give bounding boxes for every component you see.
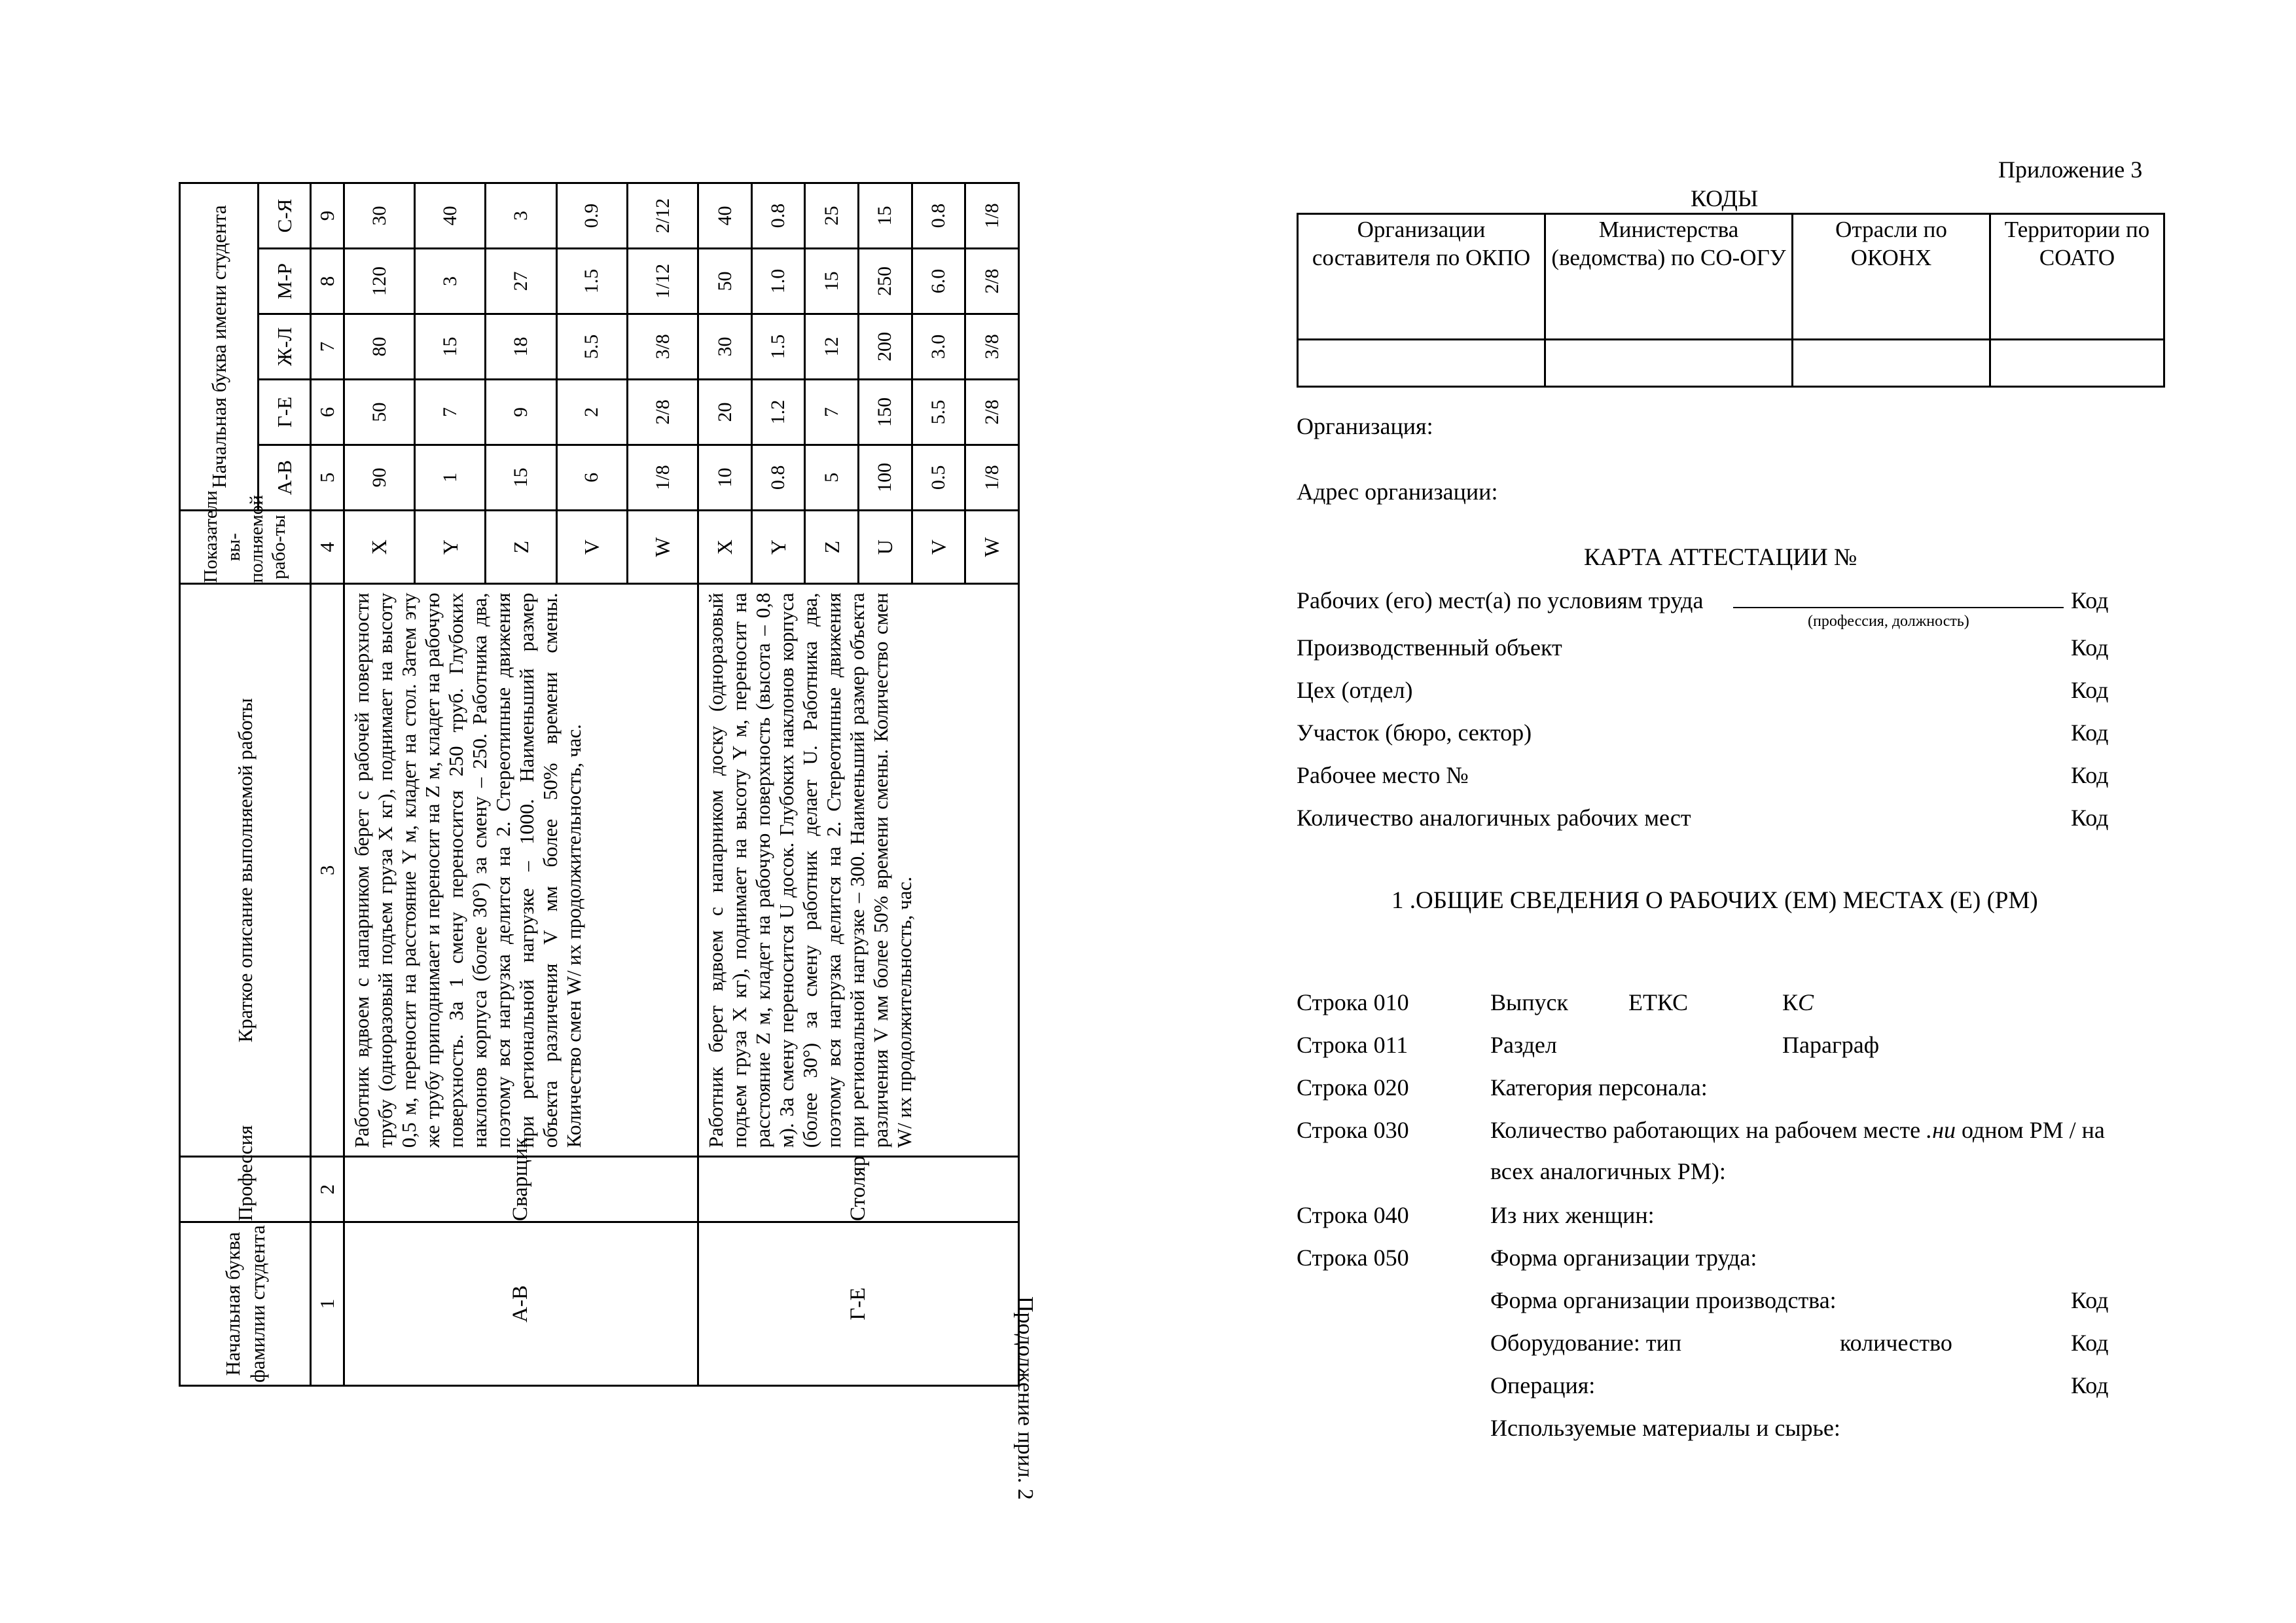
value-cell: 80 <box>344 314 415 379</box>
indicator-code: W <box>965 510 1019 583</box>
value-cell: 200 <box>859 314 912 379</box>
row-010-ks <box>1782 989 1814 1016</box>
profession-hint: (профессия, должность) <box>1808 613 1969 630</box>
value-cell: 120 <box>344 249 415 314</box>
header-profession: Профессия <box>180 1157 311 1222</box>
codes-title: КОДЫ <box>1691 185 1759 211</box>
row-010-ks-k: К <box>1782 989 1799 1015</box>
value-cell: 5 <box>805 445 859 510</box>
row-010-label: Строка 010 <box>1297 989 1409 1015</box>
profession-cell: Сварщик <box>344 1157 698 1222</box>
description-cell: Работник берет вдвоем с напарником доску (одноразовый подъем груза X кг), поднимает на высоту Y м, переносит на расстояние Z м, кладет на рабочую поверхность (высота – 0,8 м). За смену переносится U досок. Глубоких наклонов корпуса (более 30°) за смену работник делает U. Работника два, поэтому вся нагрузка делится на 2. Стереотипные движения при региональной нагрузке – 300. Наименьший размер объекта различения V мм более 50% времени смены. Количество смен W/ их продолжительность, час. <box>698 584 1019 1157</box>
row-010-ks-s: С <box>1798 989 1814 1015</box>
header-initial-name: Начальная буква имени студента <box>180 183 259 511</box>
column-number: 1 <box>311 1222 344 1386</box>
column-number: 6 <box>311 379 344 445</box>
value-cell: 25 <box>805 183 859 249</box>
column-number: 8 <box>311 249 344 314</box>
value-cell: 250 <box>859 249 912 314</box>
value-cell: 1/8 <box>965 445 1019 510</box>
rotated-table-wrapper <box>179 182 1020 1387</box>
row-011-paragraph: Параграф <box>1782 1032 1880 1058</box>
value-cell: 6.0 <box>912 249 965 314</box>
header-initial-surname: Начальная буква фамилии студента <box>180 1222 311 1386</box>
value-cell: 3/8 <box>965 314 1019 379</box>
value-cell: 10 <box>698 445 752 510</box>
value-cell: 2/8 <box>965 249 1019 314</box>
header-description: Краткое описание выполняемой работы <box>180 584 311 1157</box>
value-cell: 7 <box>415 379 486 445</box>
name-group: А-В <box>259 445 311 510</box>
table-row <box>698 183 752 1386</box>
column-number: 9 <box>311 183 344 249</box>
value-cell: 2/12 <box>627 183 698 249</box>
equipment-type: Оборудование: тип <box>1490 1330 1682 1356</box>
value-cell: 0.8 <box>751 183 805 249</box>
value-cell: 18 <box>486 314 556 379</box>
value-cell: 1.5 <box>751 314 805 379</box>
codes-value-cell[interactable] <box>1793 340 1990 387</box>
row-050-text: Форма организации труда: <box>1490 1245 1757 1271</box>
value-cell: 0.8 <box>751 445 805 510</box>
codes-column-soato: Территории по СОАТО <box>1990 214 2164 340</box>
value-cell: 2 <box>556 379 627 445</box>
value-cell: 15 <box>415 314 486 379</box>
value-cell: 40 <box>415 183 486 249</box>
row-010-etks: ЕТКС <box>1628 989 1689 1015</box>
field-similar-workplaces: Количество аналогичных рабочих мест <box>1297 805 1691 831</box>
indicator-code: X <box>344 510 415 583</box>
kod-label: Код <box>2071 634 2109 661</box>
organization-label: Организация: <box>1297 413 1433 439</box>
operation: Операция: <box>1490 1372 1596 1398</box>
row-030-text-a: Количество работающих на рабочем месте <box>1490 1117 1927 1143</box>
value-cell: 100 <box>859 445 912 510</box>
continuation-label: Продолжение прил. 2 <box>1013 1296 1037 1500</box>
production-form: Форма организации производства: <box>1490 1287 1837 1313</box>
value-cell: 6 <box>556 445 627 510</box>
name-group: С-Я <box>259 183 311 249</box>
indicator-code: Y <box>415 510 486 583</box>
value-cell: 1/8 <box>965 183 1019 249</box>
codes-column-okpo: Организации составителя по ОКПО <box>1298 214 1545 340</box>
field-department: Цех (отдел) <box>1297 677 1413 703</box>
value-cell: 12 <box>805 314 859 379</box>
indicator-code: Z <box>486 510 556 583</box>
row-050-label: Строка 050 <box>1297 1245 1409 1271</box>
value-cell: 3 <box>486 183 556 249</box>
description-cell: Работник вдвоем с напарником берет с рабочей поверхности трубу (одноразовый подъем груза X кг), поднимает на высоту 0,5 м, переносит на расстояние Y м, кладет на стол. Затем эту же трубу приподнимает и переносит на Z м, кладет на рабочую поверхность. За 1 смену переносится 250 труб. Глубоких наклонов корпуса (более 30°) за смену – 250. Работника два, поэтому вся нагрузка делится на 2. Стереотипные движения при региональной нагрузке – 1000. Наименьший размер объекта различения V мм более 50% времени смены. Количество смен W/ их продолжительность, час. <box>344 584 698 1157</box>
row-010-issue: Выпуск <box>1490 989 1568 1015</box>
value-cell: 3/8 <box>627 314 698 379</box>
row-020-text: Категория персонала: <box>1490 1074 1708 1101</box>
indicator-code: V <box>912 510 965 583</box>
row-040-label: Строка 040 <box>1297 1202 1409 1228</box>
appendix-label: Приложение 3 <box>1998 156 2143 183</box>
kod-label: Код <box>2071 1287 2109 1313</box>
column-number: 4 <box>311 510 344 583</box>
name-group: Г-Е <box>259 379 311 445</box>
value-cell: 3.0 <box>912 314 965 379</box>
row-030-text-b: одном РМ / на <box>1955 1117 2105 1143</box>
kod-label: Код <box>2071 762 2109 788</box>
value-cell: 90 <box>344 445 415 510</box>
indicator-code: Z <box>805 510 859 583</box>
indicator-code: V <box>556 510 627 583</box>
indicator-code: W <box>627 510 698 583</box>
row-030-text <box>1490 1116 2105 1144</box>
value-cell: 15 <box>805 249 859 314</box>
value-cell: 50 <box>344 379 415 445</box>
value-cell: 0.5 <box>912 445 965 510</box>
kod-label: Код <box>2071 677 2109 703</box>
work-description-table <box>179 182 1020 1387</box>
value-cell: 50 <box>698 249 752 314</box>
indicator-code: Y <box>751 510 805 583</box>
value-cell: 1.5 <box>556 249 627 314</box>
value-cell: 0.8 <box>912 183 965 249</box>
row-030-text-it: .ни <box>1926 1117 1956 1143</box>
name-group: М-Р <box>259 249 311 314</box>
field-section: Участок (бюро, сектор) <box>1297 720 1532 746</box>
value-cell: 15 <box>486 445 556 510</box>
indicator-code: X <box>698 510 752 583</box>
codes-value-cell[interactable] <box>1545 340 1793 387</box>
column-number: 2 <box>311 1157 344 1222</box>
row-040-text: Из них женщин: <box>1490 1202 1655 1228</box>
value-cell: 2/8 <box>627 379 698 445</box>
workplaces-line: Рабочих (его) мест(а) по условиям труда <box>1297 587 1704 613</box>
codes-column-okonh: Отрасли по ОКОНХ <box>1793 214 1990 340</box>
value-cell: 1 <box>415 445 486 510</box>
indicator-code: U <box>859 510 912 583</box>
surname-group: А-В <box>344 1222 698 1386</box>
row-020-label: Строка 020 <box>1297 1074 1409 1101</box>
value-cell: 30 <box>344 183 415 249</box>
value-cell: 1.2 <box>751 379 805 445</box>
surname-group: Г-Е <box>698 1222 1019 1386</box>
codes-table <box>1297 213 2165 388</box>
column-number: 7 <box>311 314 344 379</box>
value-cell: 20 <box>698 379 752 445</box>
section-1-title: 1 .ОБЩИЕ СВЕДЕНИЯ О РАБОЧИХ (ЕМ) МЕСТАХ (Е) (РМ) <box>1391 887 2038 914</box>
row-011-section: Раздел <box>1490 1032 1557 1058</box>
card-title: КАРТА АТТЕСТАЦИИ № <box>1584 544 1857 571</box>
materials: Используемые материалы и сырье: <box>1490 1415 1840 1441</box>
value-cell: 1.0 <box>751 249 805 314</box>
field-production-object: Производственный объект <box>1297 634 1562 661</box>
value-cell: 5.5 <box>912 379 965 445</box>
profession-underline[interactable] <box>1733 607 2064 608</box>
kod-label: Код <box>2071 805 2109 831</box>
value-cell: 15 <box>859 183 912 249</box>
value-cell: 5.5 <box>556 314 627 379</box>
name-group: Ж-Л <box>259 314 311 379</box>
kod-label: Код <box>2071 720 2109 746</box>
value-cell: 1/12 <box>627 249 698 314</box>
row-011-label: Строка 011 <box>1297 1032 1408 1058</box>
table-row <box>344 183 415 1386</box>
profession-cell: Столяр <box>698 1157 1019 1222</box>
header-indicators: Показатели вы-полняемой рабо-ты <box>180 510 311 583</box>
codes-value-cell[interactable] <box>1990 340 2164 387</box>
value-cell: 40 <box>698 183 752 249</box>
value-cell: 2/8 <box>965 379 1019 445</box>
address-label: Адрес организации: <box>1297 479 1498 505</box>
value-cell: 150 <box>859 379 912 445</box>
column-number: 5 <box>311 445 344 510</box>
value-cell: 0.9 <box>556 183 627 249</box>
codes-value-cell[interactable] <box>1298 340 1545 387</box>
value-cell: 1/8 <box>627 445 698 510</box>
kod-label: Код <box>2071 1330 2109 1356</box>
value-cell: 3 <box>415 249 486 314</box>
value-cell: 27 <box>486 249 556 314</box>
kod-label: Код <box>2071 1372 2109 1398</box>
row-030-text-c: всех аналогичных РМ): <box>1490 1158 1726 1184</box>
kod-label: Код <box>2071 587 2109 613</box>
row-030-label: Строка 030 <box>1297 1117 1409 1143</box>
value-cell: 7 <box>805 379 859 445</box>
value-cell: 30 <box>698 314 752 379</box>
equipment-quantity: количество <box>1840 1330 1952 1356</box>
field-workplace-number: Рабочее место № <box>1297 762 1469 788</box>
column-number: 3 <box>311 584 344 1157</box>
codes-column-sogu: Министерства (ведомства) по СО-ОГУ <box>1545 214 1793 340</box>
value-cell: 9 <box>486 379 556 445</box>
